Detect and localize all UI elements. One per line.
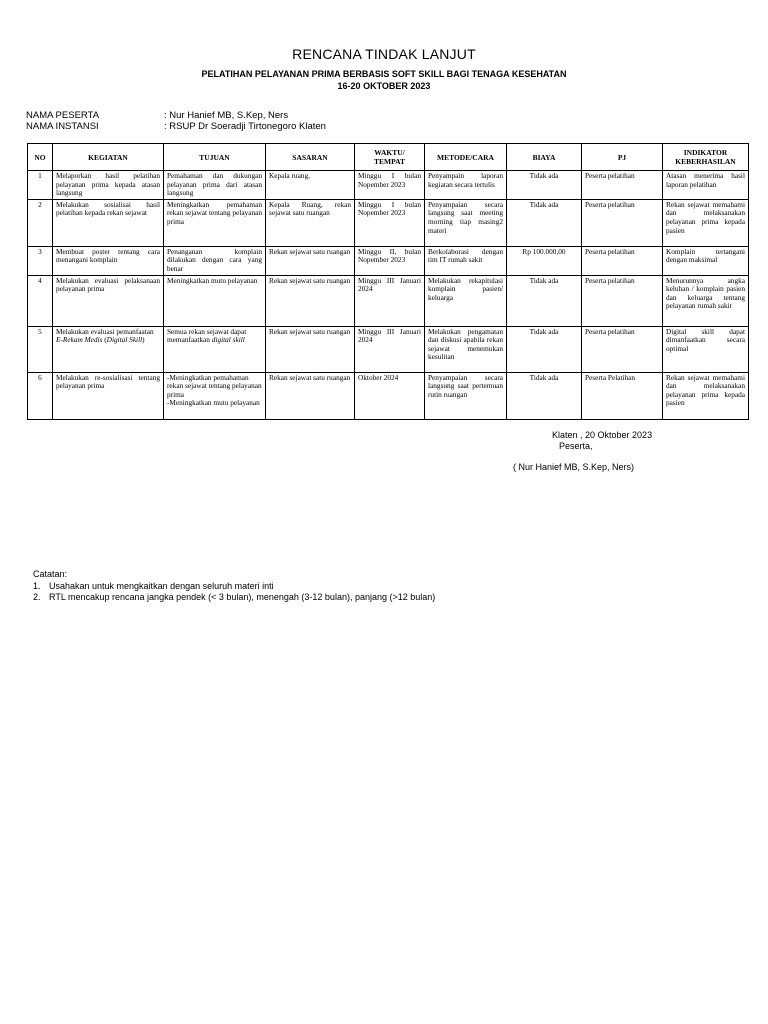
participant-value: : Nur Hanief MB, S.Kep, Ners xyxy=(164,110,289,121)
note-number: 1. xyxy=(33,580,41,591)
cell-kegiatan: Melakukan evaluasi pelaksanaan pelayanan prima xyxy=(53,275,164,326)
cell-kegiatan: Membuat poster tentang cara menangani komplain xyxy=(53,246,164,275)
note-item xyxy=(33,581,435,593)
cell-no: 1 xyxy=(28,171,53,200)
cell-indikator: Rekan sejawat memahami dan melaksanakan pelayanan prima kepada pasien xyxy=(663,372,749,419)
cell-waktu: Minggu I bulan Nopember 2023 xyxy=(355,199,425,246)
header-biaya: BIAYA xyxy=(507,144,582,171)
cell-metode: Penyampain laporan kegiatan secara tertulis xyxy=(425,171,507,200)
cell-metode: Penyampaian secara langsung saat meeting morning tiap masing2 materi xyxy=(425,199,507,246)
note-number: 2. xyxy=(33,592,41,602)
table-row xyxy=(28,171,749,200)
note-text: RTL mencakup rencana jangka pendek (< 3 bulan), menengah (3-12 bulan), panjang (>12 bulan) xyxy=(49,592,436,602)
document-title: RENCANA TINDAK LANJUT xyxy=(292,46,476,62)
table-header-row xyxy=(28,144,749,171)
header-kegiatan: KEGIATAN xyxy=(53,144,164,171)
notes-section xyxy=(33,569,435,604)
cell-pj: Peserta pelatihan xyxy=(582,171,663,200)
cell-tujuan xyxy=(164,326,266,372)
header-sasaran: SASARAN xyxy=(266,144,355,171)
header-pj: PJ xyxy=(582,144,663,171)
table-row xyxy=(28,372,749,419)
cell-biaya: Tidak ada xyxy=(507,372,582,419)
header-metode: METODE/CARA xyxy=(425,144,507,171)
cell-indikator: Menurunnya angka keluhan / komplain pasien dan keluarga tentang pelayanan rumah sakit xyxy=(663,275,749,326)
kegiatan-paren-open: ( xyxy=(102,335,107,345)
header-no: NO xyxy=(28,144,53,171)
action-plan-table xyxy=(27,143,749,420)
signature-place-date: Klaten , 20 Oktober 2023 xyxy=(552,430,653,440)
cell-indikator: Rekan sejawat memahami dan melaksanakan pelayanan prima kepada pasien xyxy=(663,199,749,246)
cell-pj: Peserta pelatihan xyxy=(582,326,663,372)
cell-waktu: Minggu III Januari 2024 xyxy=(355,275,425,326)
cell-sasaran: Rekan sejawat satu ruangan xyxy=(266,246,355,275)
table-row xyxy=(28,246,749,275)
tujuan-line: -Meningkatkan pemahaman rekan sejawat tentang pelayanan prima xyxy=(167,372,262,399)
cell-metode: Berkolaborasi dengan tim IT rumah sakit xyxy=(425,246,507,275)
cell-kegiatan: Melakukan sosialisai hasil pelatihan kepada rekan sejawat xyxy=(53,199,164,246)
note-item xyxy=(33,592,435,604)
cell-pj: Peserta pelatihan xyxy=(582,246,663,275)
cell-waktu: Minggu III Januari 2024 xyxy=(355,326,425,372)
institution-value: : RSUP Dr Soeradji Tirtonegoro Klaten xyxy=(164,121,326,132)
cell-tujuan: Meningkatkan pemahaman rekan sejawat tentang pelayanan prima xyxy=(164,199,266,246)
cell-kegiatan: Melakukan re-sosialisasi tentang pelayanan prima xyxy=(53,372,164,419)
cell-no: 5 xyxy=(28,326,53,372)
cell-no: 3 xyxy=(28,246,53,275)
table-row xyxy=(28,275,749,326)
cell-tujuan: Meningkatkan mutu pelayanan xyxy=(164,275,266,326)
header-indikator: INDIKATOR KEBERHASILAN xyxy=(663,144,749,171)
cell-sasaran: Kepala Ruang, rekan sejawat satu ruangan xyxy=(266,199,355,246)
cell-no: 2 xyxy=(28,199,53,246)
cell-metode: Penyampaian secara langsung saat pertemuan rutin ruangan xyxy=(425,372,507,419)
tujuan-emphasis: digital skill xyxy=(211,335,245,345)
cell-pj: Peserta pelatihan xyxy=(582,199,663,246)
note-text: Usahakan untuk mengkaitkan dengan seluruh materi inti xyxy=(49,580,274,591)
tujuan-line: -Meningkatkan mutu pelayanan xyxy=(167,398,260,408)
kegiatan-emphasis: E-Rekam Medis xyxy=(56,335,103,345)
cell-no: 4 xyxy=(28,275,53,326)
cell-kegiatan xyxy=(53,326,164,372)
cell-waktu: Oktober 2024 xyxy=(355,372,425,419)
cell-tujuan: Penanganan komplain dilakukan dengan cara yang benar xyxy=(164,246,266,275)
institution-label: NAMA INSTANSI xyxy=(26,121,99,132)
participant-label: NAMA PESERTA xyxy=(26,110,100,121)
document-date-range: 16-20 OKTOBER 2023 xyxy=(337,81,431,91)
cell-biaya: Rp 100.000,00 xyxy=(507,246,582,275)
cell-indikator: Atasan menerima hasil laporan pelatihan xyxy=(663,171,749,200)
kegiatan-paren-close: ) xyxy=(142,335,145,345)
cell-sasaran: Rekan sejawat satu ruangan xyxy=(266,372,355,419)
participant-row xyxy=(26,110,288,121)
cell-no: 6 xyxy=(28,372,53,419)
kegiatan-emphasis-2: Digital Skill xyxy=(106,335,143,345)
signature-role: Peserta, xyxy=(559,441,593,451)
cell-biaya: Tidak ada xyxy=(507,275,582,326)
document-subtitle: PELATIHAN PELAYANAN PRIMA BERBASIS SOFT SKILL BAGI TENAGA KESEHATAN xyxy=(201,69,567,79)
signature-name: ( Nur Hanief MB, S.Kep, Ners) xyxy=(513,462,635,472)
header-tujuan: TUJUAN xyxy=(164,144,266,171)
cell-pj: Peserta Pelatihan xyxy=(582,372,663,419)
notes-label: Catatan: xyxy=(33,569,68,579)
table-row xyxy=(28,199,749,246)
cell-biaya: Tidak ada xyxy=(507,326,582,372)
tujuan-text: Semua rekan sejawat dapat memanfaatkan xyxy=(167,326,247,345)
cell-indikator: Digital skill dapat dimanfaatkan secara optimal xyxy=(663,326,749,372)
cell-tujuan xyxy=(164,372,266,419)
cell-sasaran: Rekan sejawat satu ruangan xyxy=(266,275,355,326)
cell-biaya: Tidak ada xyxy=(507,199,582,246)
table-row xyxy=(28,326,749,372)
cell-waktu: Minggu I bulan Nopember 2023 xyxy=(355,171,425,200)
cell-indikator: Komplain tertangani dengan maksimal xyxy=(663,246,749,275)
header-waktu: WAKTU/ TEMPAT xyxy=(355,144,425,171)
cell-kegiatan: Melaporkan hasil pelatihan pelayanan prima kepada atasan langsung xyxy=(53,171,164,200)
cell-metode: Melakukan pengamatan dan diskusi apabila rekan sejawat menemukan kesulitan xyxy=(425,326,507,372)
cell-sasaran: Rekan sejawat satu ruangan xyxy=(266,326,355,372)
cell-sasaran: Kepala ruang, xyxy=(266,171,355,200)
institution-row xyxy=(26,121,326,132)
cell-tujuan: Pemahaman dan dukungan pelayanan prima dari atasan langsung xyxy=(164,171,266,200)
cell-biaya: Tidak ada xyxy=(507,171,582,200)
kegiatan-text: Melakukan evaluasi pemanfaatan xyxy=(56,326,154,336)
cell-pj: Peserta pelatihan xyxy=(582,275,663,326)
cell-metode: Melakukan rekapitulasi komplain pasien/ keluarga xyxy=(425,275,507,326)
cell-waktu: Minggu II, bulan Nopember 2023 xyxy=(355,246,425,275)
